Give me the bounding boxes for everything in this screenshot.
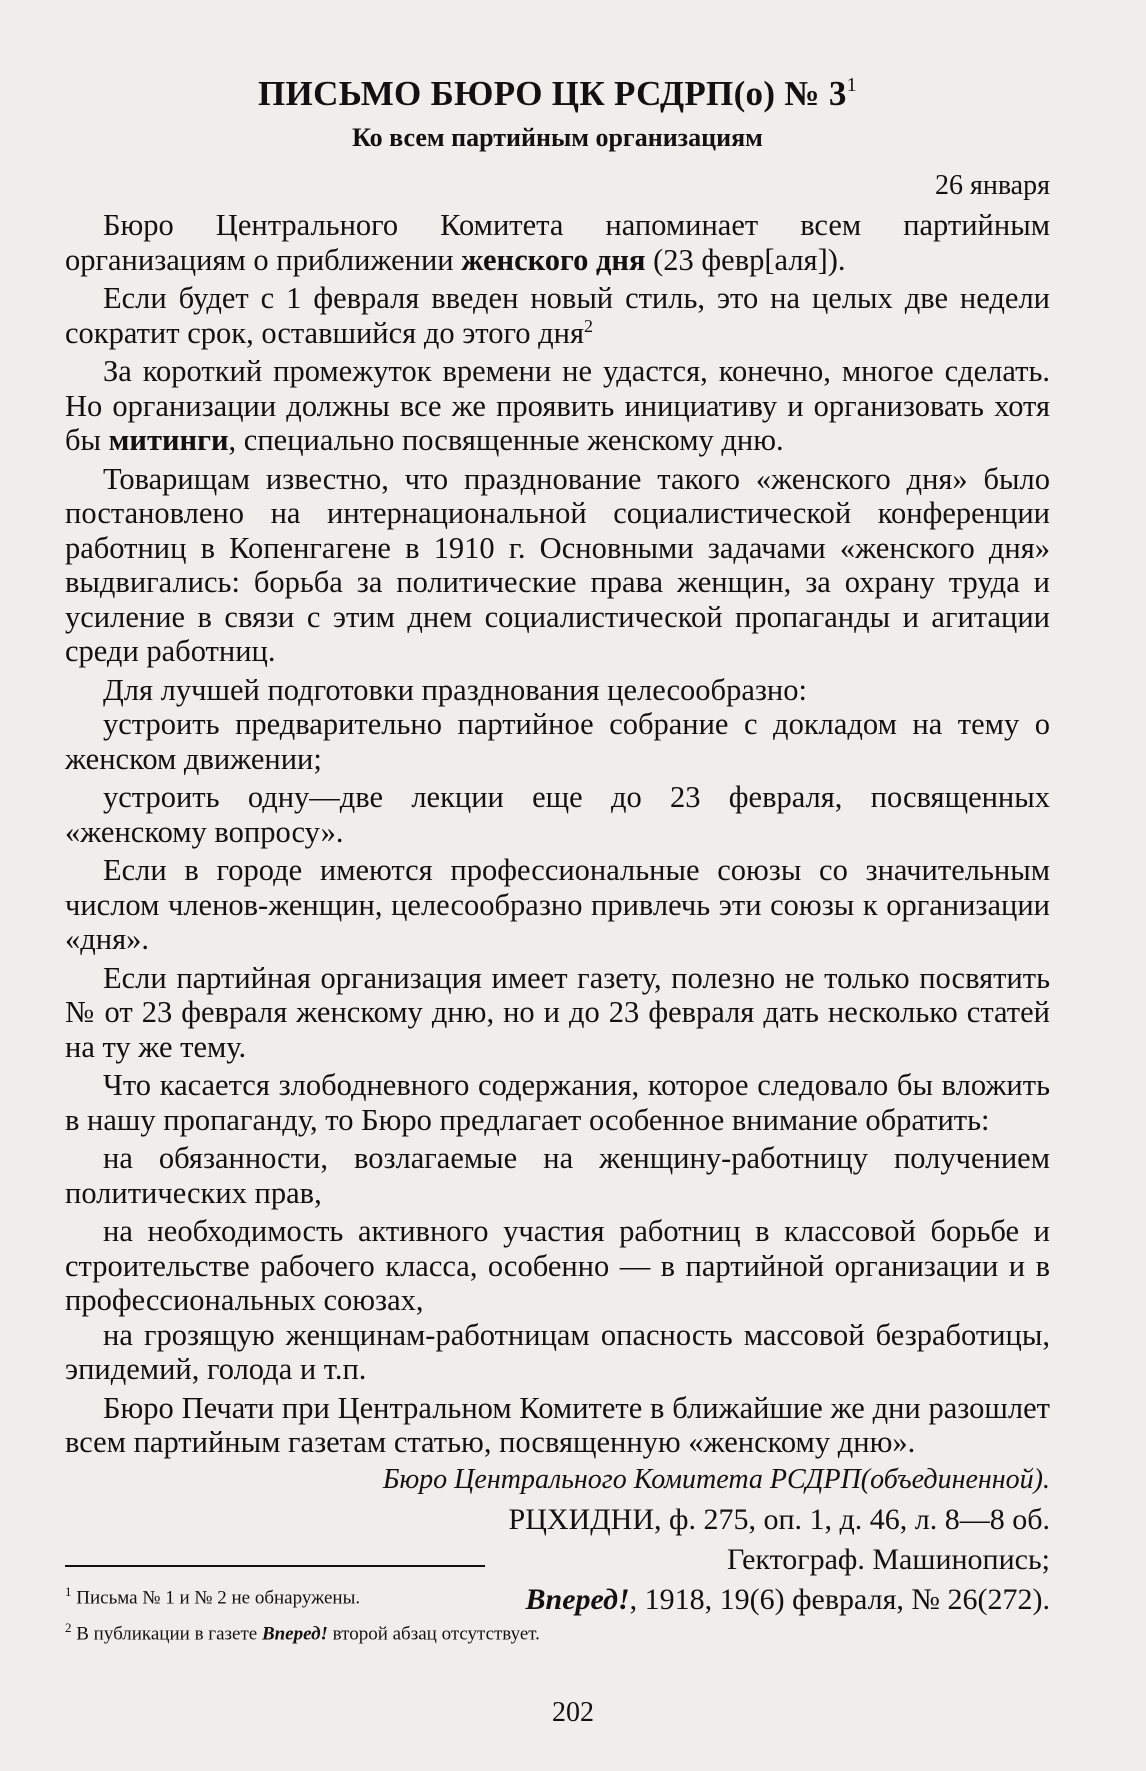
paragraph-2: Если будет с 1 февраля введен новый стиль, это на целых две недели сократит срок, оставшийся до этого дня$^2$ (65, 281, 1050, 350)
paragraph-13: на грозящую женщинам-работницам опасность массовой безработицы, эпидемий, голода и т.п. (65, 1317, 1050, 1386)
paragraph-3: За короткий промежуток времени не удастся, конечно, многое сделать. Но организации должны все же проявить инициативу и организовать хотя бы митинги, специально посвященные женскому дню. (65, 354, 1050, 457)
footnote-ref-1[interactable]: 1 (846, 74, 857, 96)
paragraph-9: Если партийная организация имеет газету, полезно не только посвятить № от 23 февраля женскому дню, но и до 23 февраля дать несколько статей на ту же тему. (65, 960, 1050, 1064)
footnote-2: $^2$ В публикации в газете Вперед! второй абзац отсутствует. (65, 1620, 540, 1645)
paragraph-8: Если в городе имеются профессиональные союзы со значительным числом членов-женщин, целесообразно привлечь эти союзы к организации «дня». (65, 853, 1050, 956)
archive-reference: РЦХИДНИ, ф. 275, оп. 1, д. 46, л. 8—8 об. (508, 1502, 1050, 1536)
footnote-ref-2[interactable]: 2 (583, 315, 593, 336)
footnote-1: $^1$ Письма № 1 и № 2 не обнаружены. (65, 1584, 361, 1609)
letter-body (65, 70, 1050, 1620)
paragraph-5: Для лучшей подготовки празднования целесообразно: (103, 672, 807, 707)
page-number: 202 (552, 1697, 594, 1728)
footnotes (65, 1565, 540, 1650)
document-title: ПИСЬМО БЮРО ЦК РСДРП(о) № $3^1$ (258, 74, 857, 113)
paragraph-12: на необходимость активного участия работниц в классовой борьбе и строительстве рабочего класса, особенно — в партийной организации и в профессиональных союзах, (65, 1214, 1050, 1317)
reproduction-type: Гектограф. Машинопись; (727, 1542, 1050, 1576)
letter-date: 26 января (934, 170, 1050, 201)
paragraph-14: Бюро Печати при Центральном Комитете в ближайшие же дни разошлет всем партийным газетам статью, посвященную «женскому дню». (65, 1390, 1050, 1459)
publication-reference: Вперед!, 1918, 19(6) февраля, № 26(272). (525, 1582, 1050, 1616)
paragraph-1: Бюро Центрального Комитета напоминает всем партийным организациям о приближении женского дня (23 февр[аля]). (65, 208, 1050, 277)
paragraph-6: устроить предварительно партийное собрание с докладом на тему о женском движении; (65, 707, 1050, 776)
paragraph-10: Что касается злободневного содержания, которое следовало бы вложить в нашу пропаганду, то Бюро предлагает особенное внимание обратить: (65, 1068, 1050, 1137)
paragraph-4: Товарищам известно, что празднование такого «женского дня» было постановлено на интернациональной социалистической конференции работниц в Копенгагене в 1910 г. Основными задачами «женского дня» выдвигались: борьба за политические права женщин, за охрану труда и усиление в связи с этим днем социалистической пропаганды и агитации среди работниц. (65, 461, 1050, 668)
document-subtitle: Ко всем партийным организациям (352, 123, 763, 152)
signature: Бюро Центрального Комитета РСДРП(объединенной). (382, 1463, 1050, 1495)
paragraph-11: на обязанности, возлагаемые на женщину-работницу получением политических прав, (65, 1141, 1050, 1210)
paragraph-7: устроить одну—две лекции еще до 23 февраля, посвященных «женскому вопросу». (65, 780, 1050, 849)
